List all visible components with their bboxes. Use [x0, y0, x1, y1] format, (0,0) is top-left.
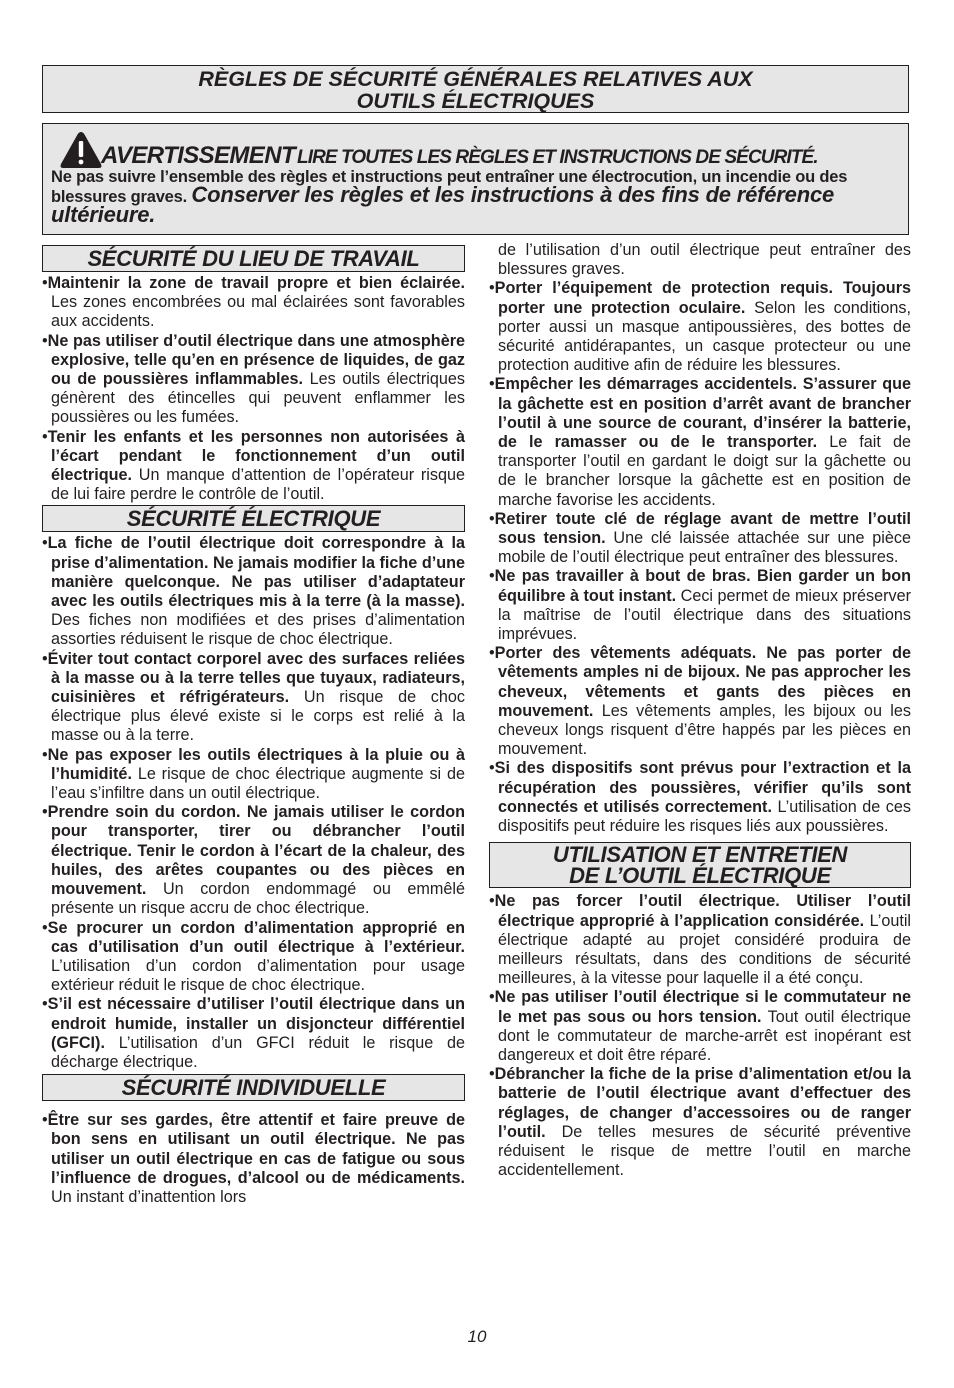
item-bold: La fiche de l’outil électrique doit correspondre à la prise d’alimentation. Ne jamais modifier la fiche d’une manière quelconque. Ne pas utiliser d’adaptateur avec les outils électriques mis à la terre (à la masse).: [47, 534, 465, 611]
list-item: •Porter l’équipement de protection requis. Toujours porter une protection oculaire. Selon les conditions, porter aussi un masque antipoussières, des bottes de sécurité antidérapantes, un casque protecteur ou une protection auditive afin de réduire les blessures.: [489, 279, 912, 375]
warning-heading-text: LIRE TOUTES LES RÈGLES ET INSTRUCTIONS DE SÉCURITÉ.: [297, 147, 818, 168]
item-text: Un manque d’attention de l’opérateur risque de lui faire perdre le contrôle de l’outil.: [51, 466, 465, 504]
list-item: •Se procurer un cordon d’alimentation approprié en cas d’utilisation d’un outil électrique à l’extérieur. L’utilisation d’un cordon d’alimentation pour usage extérieur réduit le risque de choc électrique.: [42, 918, 465, 995]
warning-triangle-icon: [59, 130, 103, 170]
list-item: •Éviter tout contact corporel avec des surfaces reliées à la masse ou à la terre telles que tuyaux, radiateurs, cuisinières et réfrigérateurs. Un risque de choc électrique plus élevé existe si le corps est relié à la masse ou à la terre.: [42, 649, 466, 745]
list-item: •La fiche de l’outil électrique doit correspondre à la prise d’alimentation. Ne jamais modifier la fiche d’une manière quelconque. Ne pas utiliser d’adaptateur avec les outils électriques mis à la terre (à la masse). Des fiches non modifiées et des prises d’alimentation assorties réduisent le risque de choc électrique.: [42, 534, 465, 649]
item-bold: Éviter tout contact corporel avec des surfaces reliées à la masse ou à la terre telles que tuyaux, radiateurs, cuisinières et réfrigérateurs.: [47, 649, 465, 707]
item-bold: Ne pas forcer l’outil électrique. Utiliser l’outil électrique approprié à l’application considérée.: [494, 892, 911, 930]
list-item: •Tenir les enfants et les personnes non autorisées à l’écart pendant le fonctionnement d’un outil électrique. Un manque d’attention de l’opérateur risque de lui faire perdre le contrôle de l’outil.: [42, 427, 465, 504]
list-item: •Ne pas utiliser d’outil électrique dans une atmosphère explosive, telle qu’en en présence de liquides, de gaz ou de poussières inflammables. Les outils électriques génèrent des étincelles qui peuvent enflammer les poussières ou les fumées.: [42, 331, 466, 427]
warning-box: [42, 123, 909, 235]
list-item: •Retirer toute clé de réglage avant de mettre l’outil sous tension. Une clé laissée attachée sur une pièce mobile de l’outil électrique peut entraîner des blessures.: [489, 509, 912, 567]
item-text: Une clé laissée attachée sur une pièce mobile de l’outil électrique peut entraîner des blessures.: [498, 529, 912, 567]
page-title: [42, 65, 909, 113]
item-text: Ceci permet de mieux préserver la maîtrise de l’outil électrique dans des situations imprévues.: [498, 586, 912, 644]
item-bold: Tenir les enfants et les personnes non autorisées à l’écart pendant le fonctionnement d’un outil électrique.: [47, 427, 465, 485]
list-item: •Ne pas forcer l’outil électrique. Utiliser l’outil électrique approprié à l’application considérée. L’outil électrique adapté au projet considéré produira de meilleurs résultats, dans des conditions de sécurité meilleures, à la vitesse pour laquelle il a été conçu.: [489, 892, 912, 988]
item-text: L’utilisation d’un cordon d’alimentation pour usage extérieur réduit le risque de choc électrique.: [51, 956, 465, 995]
page-number: 10: [467, 1327, 487, 1346]
item-text: L’utilisation d’un GFCI réduit le risque de décharge électrique.: [51, 1033, 465, 1071]
item-text: Le fait de transporter l’outil en gardant le doigt sur la gâchette ou de le brancher lorsque la gâchette est en position de marche favorise les accidents.: [498, 433, 911, 509]
item-bold: Maintenir la zone de travail propre et bien éclairée.: [47, 274, 465, 292]
item-text: Selon les conditions, porter aussi un masque antipoussières, des bottes de sécurité antidérapantes, un casque protecteur ou une protection auditive afin de réduire les blessures.: [498, 298, 912, 375]
section-heading-line-2: DE L’OUTIL ÉLECTRIQUE: [569, 863, 831, 889]
item-text: Un risque de choc électrique plus élevé existe si le corps est relié à la masse ou à la terre.: [51, 688, 466, 745]
list-item: •S’il est nécessaire d’utiliser l’outil électrique dans un endroit humide, installer un disjoncteur différentiel (GFCI). L’utilisation d’un GFCI réduit le risque de décharge électrique.: [42, 995, 465, 1071]
item-text: Les outils électriques génèrent des étincelles qui peuvent enflammer les poussières ou les fumées.: [51, 370, 466, 427]
item-bold: Débrancher la fiche de la prise d’alimentation et/ou la batterie de l’outil électrique avant d’effectuer des réglages, de changer d’accessoires ou de ranger l’outil.: [494, 1065, 911, 1141]
list-item: •Débrancher la fiche de la prise d’alimentation et/ou la batterie de l’outil électrique avant d’effectuer des réglages, de changer d’accessoires ou de ranger l’outil. De telles mesures de sécurité préventive réduisent le risque de mettre l’outil en marche accidentellement.: [489, 1065, 911, 1180]
item-bold: Ne pas travailler à bout de bras. Bien garder un bon équilibre à tout instant.: [494, 567, 911, 605]
warning-body: [51, 168, 901, 226]
item-text: Tout outil électrique dont le commutateur de marche-arrêt est inopérant est dangereux et doit être réparé.: [498, 1007, 911, 1064]
item-text: Les vêtements amples, les bijoux ou les cheveux longs risquent d’être happés par les pièces en mouvement.: [498, 701, 911, 759]
left-column: [42, 245, 465, 1207]
list-item-continuation: de l’utilisation d’un outil électrique peut entraîner des blessures graves.: [498, 241, 911, 279]
list-item: •Maintenir la zone de travail propre et bien éclairée. Les zones encombrées ou mal éclairées sont favorables aux accidents.: [42, 274, 465, 331]
item-bold: Prendre soin du cordon. Ne jamais utiliser le cordon pour transporter, tirer ou débrancher l’outil électrique. Tenir le cordon à l’écart de la chaleur, des huiles, des arêtes coupantes ou des pièces en mouvement.: [47, 803, 465, 899]
list-item: •Ne pas utiliser l’outil électrique si le commutateur ne le met pas sous ou hors tension. Tout outil électrique dont le commutateur de marche-arrêt est inopérant est dangereux et doit être réparé.: [489, 988, 911, 1064]
item-text: Le risque de choc électrique augmente si de l’eau s’infiltre dans un outil électrique.: [51, 764, 466, 803]
item-bold: Porter l’équipement de protection requis. Toujours porter une protection oculaire.: [494, 279, 911, 317]
item-bold: Porter des vêtements adéquats. Ne pas porter de vêtements amples ni de bijoux. Ne pas approcher les cheveux, vêtements et gants des pièces en mouvement.: [494, 644, 911, 720]
item-text: De telles mesures de sécurité préventive réduisent le risque de mettre l’outil en marche accidentellement.: [498, 1122, 911, 1180]
list-item: •Ne pas travailler à bout de bras. Bien garder un bon équilibre à tout instant. Ceci permet de mieux préserver la maîtrise de l’outil électrique dans des situations imprévues.: [489, 567, 912, 644]
list-item: •Ne pas exposer les outils électriques à la pluie ou à l’humidité. Le risque de choc électrique augmente si de l’eau s’infiltre dans un outil électrique.: [42, 745, 466, 803]
item-bold: Retirer toute clé de réglage avant de mettre l’outil sous tension.: [494, 509, 911, 548]
warning-word: AVERTISSEMENT: [101, 142, 296, 169]
item-text: Un instant d’inattention lors: [51, 1187, 247, 1206]
section-heading-electrical: SÉCURITÉ ÉLECTRIQUE: [42, 505, 465, 532]
item-text: Un cordon endommagé ou emmêlé présente un risque accru de choc électrique.: [51, 880, 465, 918]
item-bold: Si des dispositifs sont prévus pour l’extraction et la récupération des poussières, vérifier qu’ils sont connectés et utilisés correctement.: [494, 759, 911, 816]
warning-body-text: Ne pas suivre l’ensemble des règles et instructions peut entraîner une électrocution, un incendie ou des blessures graves.: [51, 168, 848, 206]
item-text: L’utilisation de ces dispositifs peut réduire les risques liés aux poussières.: [498, 797, 912, 836]
section-heading-personal: SÉCURITÉ INDIVIDUELLE: [42, 1074, 465, 1101]
list-item: •Porter des vêtements adéquats. Ne pas porter de vêtements amples ni de bijoux. Ne pas approcher les cheveux, vêtements et gants des pièces en mouvement. Les vêtements amples, les bijoux ou les cheveux longs risquent d’être happés par les pièces en mouvement.: [489, 644, 911, 759]
item-bold: Empêcher les démarrages accidentels. S’assurer que la gâchette est en position d’arrêt avant de brancher l’outil à une source de courant, d’insérer la batterie, de le ramasser ou de le transporter.: [494, 375, 911, 452]
item-text: Des fiches non modifiées et des prises d’alimentation assorties réduisent le risque de choc électrique.: [51, 611, 465, 649]
warning-emphasis: Conserver les règles et les instructions à des fins de référence ultérieure.: [51, 182, 835, 227]
section-heading-work-area: SÉCURITÉ DU LIEU DE TRAVAIL: [42, 245, 465, 272]
list-item: •Être sur ses gardes, être attentif et faire preuve de bon sens en utilisant un outil électrique. Ne pas utiliser un outil électrique en cas de fatigue ou sous l’influence de drogues, d’alcool ou de médicaments. Un instant d’inattention lors: [42, 1111, 465, 1206]
item-bold: Être sur ses gardes, être attentif et faire preuve de bon sens en utilisant un outil électrique. Ne pas utiliser un outil électrique en cas de fatigue ou sous l’influence de drogues, d’alcool ou de médicaments.: [47, 1111, 465, 1187]
right-column: [489, 241, 911, 1180]
item-text: L’outil électrique adapté au projet considéré produira de meilleurs résultats, dans des conditions de sécurité meilleures, à la vitesse pour laquelle il a été conçu.: [498, 911, 912, 988]
item-bold: Se procurer un cordon d’alimentation approprié en cas d’utilisation d’un outil électrique à l’extérieur.: [47, 918, 465, 956]
list-item: •Empêcher les démarrages accidentels. S’assurer que la gâchette est en position d’arrêt avant de brancher l’outil à une source de courant, d’insérer la batterie, de le ramasser ou de le transporter. Le fait de transporter l’outil en gardant le doigt sur la gâchette ou de le brancher lorsque la gâchette est en position de marche favorise les accidents.: [489, 375, 911, 509]
section-heading-tool-use: [489, 842, 911, 888]
warning-heading: [51, 126, 901, 170]
section-heading-line-1: UTILISATION ET ENTRETIEN: [552, 842, 848, 868]
page-title-line-1: RÈGLES DE SÉCURITÉ GÉNÉRALES RELATIVES AUX: [198, 67, 753, 91]
item-bold: Ne pas utiliser d’outil électrique dans une atmosphère explosive, telle qu’en en présence de liquides, de gaz ou de poussières inflammables.: [47, 331, 465, 389]
item-text: Les zones encombrées ou mal éclairées sont favorables aux accidents.: [51, 293, 465, 331]
item-bold: S’il est nécessaire d’utiliser l’outil électrique dans un endroit humide, installer un disjoncteur différentiel (GFCI).: [47, 995, 465, 1052]
list-item: •Si des dispositifs sont prévus pour l’extraction et la récupération des poussières, vérifier qu’ils sont connectés et utilisés correctement. L’utilisation de ces dispositifs peut réduire les risques liés aux poussières.: [489, 759, 912, 836]
list-item: •Prendre soin du cordon. Ne jamais utiliser le cordon pour transporter, tirer ou débrancher l’outil électrique. Tenir le cordon à l’écart de la chaleur, des huiles, des arêtes coupantes ou des pièces en mouvement. Un cordon endommagé ou emmêlé présente un risque accru de choc électrique.: [42, 803, 465, 918]
item-bold: Ne pas exposer les outils électriques à la pluie ou à l’humidité.: [47, 745, 465, 783]
item-bold: Ne pas utiliser l’outil électrique si le commutateur ne le met pas sous ou hors tension.: [494, 988, 911, 1026]
page-title-line-2: OUTILS ÉLECTRIQUES: [356, 89, 595, 113]
